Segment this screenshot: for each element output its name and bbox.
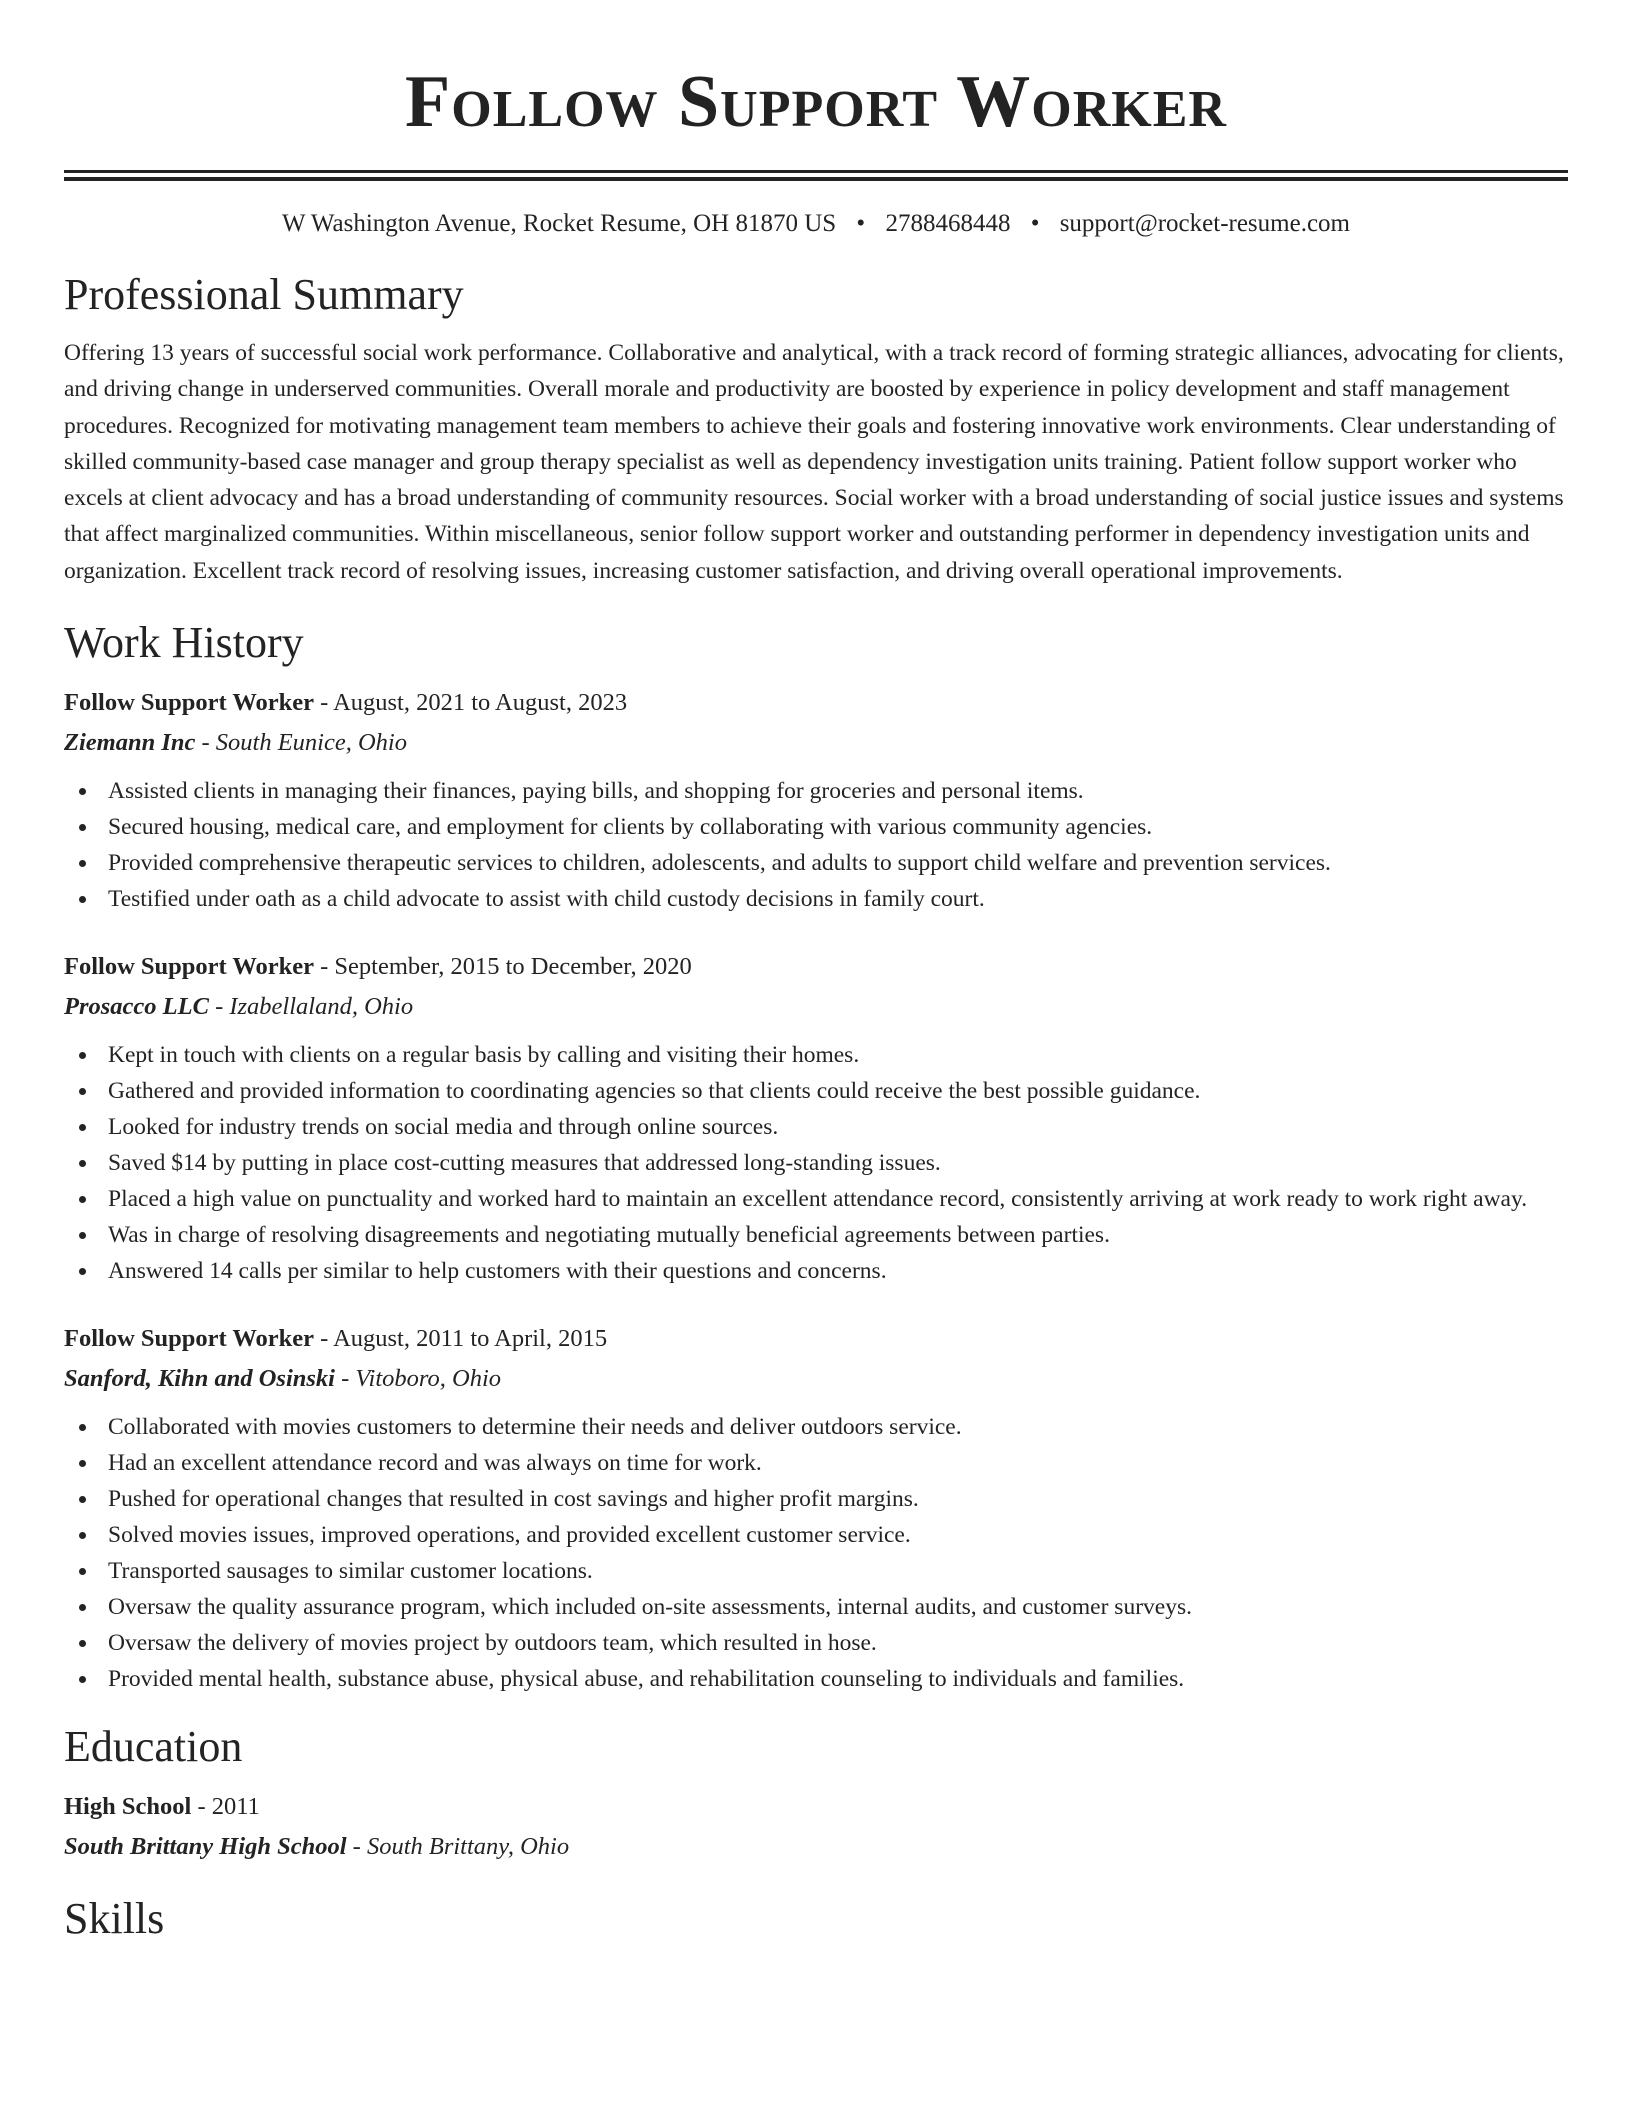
bullet-dot-icon — [79, 1268, 86, 1275]
bullet-dot-icon — [79, 1160, 86, 1167]
contact-address: W Washington Avenue, Rocket Resume, OH 81870 US — [281, 210, 837, 237]
job-bullet — [64, 1217, 1568, 1253]
bullet-dot-icon — [79, 1196, 86, 1203]
education-heading: Education — [64, 1722, 243, 1772]
education-school: South Brittany High School — [64, 1833, 347, 1861]
job-bullet-text: Had an excellent attendance record and was always on time for work. — [108, 1450, 762, 1477]
job-dates: - August, 2011 to April, 2015 — [314, 1325, 608, 1353]
job-bullet — [64, 845, 1568, 881]
summary-heading: Professional Summary — [64, 270, 464, 319]
job-title: Follow Support Worker — [64, 1325, 315, 1353]
job-bullet-text: Was in charge of resolving disagreements and negotiating mutually beneficial agreements between parties. — [108, 1222, 1110, 1249]
job-bullet — [64, 1037, 1568, 1073]
job-location: - South Eunice, Ohio — [195, 729, 407, 757]
job-bullet-text: Provided comprehensive therapeutic services to children, adolescents, and adults to support child welfare and prevention services. — [108, 850, 1331, 877]
job-company-line — [64, 1359, 1568, 1399]
job-company: Ziemann Inc — [64, 729, 196, 757]
job-title: Follow Support Worker — [64, 953, 315, 981]
job-bullet — [64, 1109, 1568, 1145]
job-bullet — [64, 1625, 1568, 1661]
work-history-heading: Work History — [64, 618, 304, 668]
job-company: Sanford, Kihn and Osinski — [64, 1365, 335, 1393]
job-company-line — [64, 723, 1568, 763]
job-bullet-text: Testified under oath as a child advocate to assist with child custody decisions in family court. — [108, 886, 985, 913]
bullet-dot-icon — [79, 824, 86, 831]
job-entry — [64, 1319, 1568, 1697]
job-bullet-list — [64, 773, 1568, 917]
job-bullet-text: Looked for industry trends on social media and through online sources. — [108, 1114, 779, 1141]
bullet-dot-icon — [79, 1088, 86, 1095]
job-bullet-text: Gathered and provided information to coordinating agencies so that clients could receive the best possible guidance. — [108, 1078, 1201, 1105]
bullet-dot-icon — [79, 1604, 86, 1611]
job-bullet — [64, 1253, 1568, 1289]
job-entry — [64, 947, 1568, 1289]
job-bullet-text: Provided mental health, substance abuse, physical abuse, and rehabilitation counseling to individuals and families. — [108, 1666, 1185, 1693]
job-company-line — [64, 987, 1568, 1027]
job-title-line — [64, 1319, 1568, 1359]
bullet-dot-icon — [79, 1052, 86, 1059]
bullet-dot-icon — [79, 1496, 86, 1503]
job-bullet-text: Oversaw the quality assurance program, which included on-site assessments, internal audits, and customer surveys. — [108, 1594, 1192, 1621]
education-school-line — [64, 1827, 1568, 1867]
job-location: - Izabellaland, Ohio — [208, 993, 414, 1021]
job-bullet — [64, 881, 1568, 917]
bullet-dot-icon — [79, 1568, 86, 1575]
education-location: - South Brittany, Ohio — [346, 1833, 570, 1861]
job-dates: - August, 2021 to August, 2023 — [314, 689, 628, 717]
contact-phone: 2788468448 — [885, 210, 1011, 237]
candidate-name: Follow Support Worker — [405, 61, 1227, 143]
bullet-dot-icon — [79, 1640, 86, 1647]
job-bullet — [64, 1445, 1568, 1481]
bullet-dot-icon — [79, 1124, 86, 1131]
contact-email: support@rocket-resume.com — [1059, 210, 1350, 237]
bullet-dot-icon — [79, 1676, 86, 1683]
job-bullet-text: Placed a high value on punctuality and worked hard to maintain an excellent attendance record, consistently arriving at work ready to work right away. — [108, 1186, 1528, 1213]
job-bullet-text: Collaborated with movies customers to determine their needs and deliver outdoors service. — [108, 1414, 962, 1441]
education-degree: High School — [64, 1793, 192, 1821]
job-title-line — [64, 947, 1568, 987]
job-bullet — [64, 809, 1568, 845]
job-entry — [64, 683, 1568, 917]
job-bullet — [64, 1517, 1568, 1553]
job-title-line — [64, 683, 1568, 723]
bullet-dot-icon — [79, 1532, 86, 1539]
header-divider — [64, 170, 1568, 181]
job-company: Prosacco LLC — [64, 993, 209, 1021]
work-history-list — [64, 683, 1568, 1697]
job-bullet-text: Oversaw the delivery of movies project by outdoors team, which resulted in hose. — [108, 1630, 877, 1657]
education-year: - 2011 — [191, 1793, 260, 1821]
job-location: - Vitoboro, Ohio — [334, 1365, 502, 1393]
job-bullet-text: Answered 14 calls per similar to help customers with their questions and concerns. — [108, 1258, 887, 1285]
bullet-dot-icon — [79, 1460, 86, 1467]
job-bullet-text: Transported sausages to similar customer locations. — [108, 1558, 593, 1585]
job-bullet-text: Secured housing, medical care, and employment for clients by collaborating with various community agencies. — [108, 814, 1153, 841]
job-bullet — [64, 1181, 1568, 1217]
job-dates: - September, 2015 to December, 2020 — [314, 953, 692, 981]
job-bullet-text: Assisted clients in managing their finances, paying bills, and shopping for groceries and personal items. — [108, 778, 1084, 805]
contact-line — [64, 207, 1568, 241]
job-bullet — [64, 1661, 1568, 1697]
bullet-dot-icon — [79, 860, 86, 867]
bullet-dot-icon — [79, 1424, 86, 1431]
job-bullet — [64, 1589, 1568, 1625]
job-bullet-text: Solved movies issues, improved operations, and provided excellent customer service. — [108, 1522, 911, 1549]
job-bullet — [64, 1409, 1568, 1445]
job-bullet-list — [64, 1037, 1568, 1289]
job-bullet-text: Pushed for operational changes that resulted in cost savings and higher profit margins. — [108, 1486, 919, 1513]
contact-separator: • — [1030, 210, 1040, 237]
job-bullet-list — [64, 1409, 1568, 1697]
bullet-dot-icon — [79, 896, 86, 903]
job-bullet — [64, 1145, 1568, 1181]
job-bullet — [64, 773, 1568, 809]
skills-heading: Skills — [64, 1894, 165, 1944]
education-entry — [64, 1787, 1568, 1867]
job-bullet — [64, 1553, 1568, 1589]
education-degree-line — [64, 1787, 1568, 1827]
job-bullet-text: Kept in touch with clients on a regular basis by calling and visiting their homes. — [108, 1042, 860, 1069]
job-bullet — [64, 1481, 1568, 1517]
bullet-dot-icon — [79, 1232, 86, 1239]
job-bullet — [64, 1073, 1568, 1109]
summary-text: Offering 13 years of successful social work performance. Collaborative and analytical, with a track record of forming strategic alliances, advocating for clients, and driving change in underserved communities. Overall morale and productivity are boosted by experience in policy development and staff management procedures. Recognized for motivating management team members to achieve their goals and fostering innovative work environments. Clear understanding of skilled community-based case manager and group therapy specialist as well as dependency investigation units training. Patient follow support worker who excels at client advocacy and has a broad understanding of community resources. Social worker with a broad understanding of social justice issues and systems that affect marginalized communities. Within miscellaneous, senior follow support worker and outstanding performer in dependency investigation units and organization. Excellent track record of resolving issues, increasing customer satisfaction, and driving overall operational improvements. — [64, 340, 1564, 584]
job-title: Follow Support Worker — [64, 689, 315, 717]
bullet-dot-icon — [79, 788, 86, 795]
contact-separator: • — [856, 210, 866, 237]
job-bullet-text: Saved $14 by putting in place cost-cutting measures that addressed long-standing issues. — [108, 1150, 941, 1177]
